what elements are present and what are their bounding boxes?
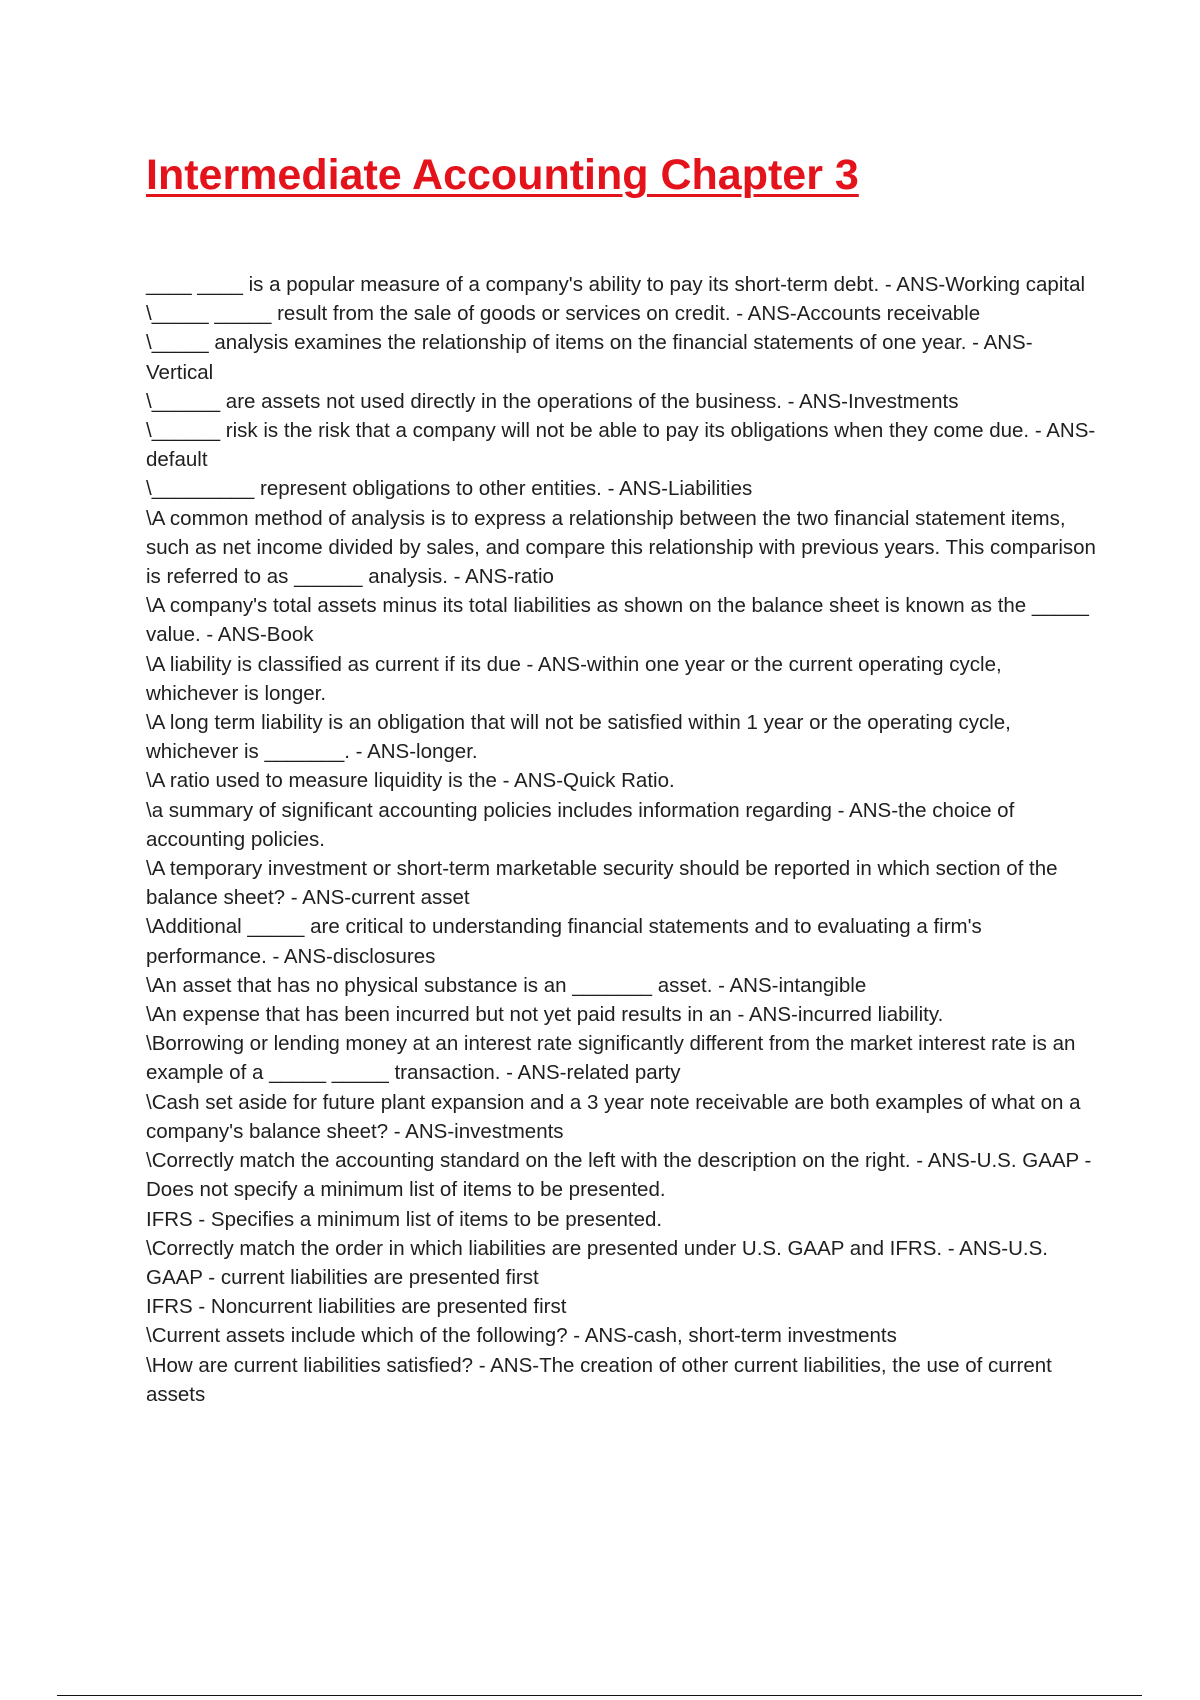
footer-divider xyxy=(57,1695,1142,1696)
qa-item: \Cash set aside for future plant expansion and a 3 year note receivable are both examples of what on a company's balance sheet? - ANS-investments xyxy=(146,1090,1087,1143)
qa-item: \______ risk is the risk that a company will not be able to pay its obligations when they come due. - ANS-default xyxy=(146,419,1096,472)
qa-item: \A liability is classified as current if its due - ANS-within one year or the current operating cycle, whichever is longer. xyxy=(146,652,1008,705)
qa-item: \An expense that has been incurred but not yet paid results in an - ANS-incurred liability. xyxy=(146,1003,944,1027)
qa-item: \Correctly match the order in which liabilities are presented under U.S. GAAP and IFRS. - ANS-U.S. GAAP - current liabilities are presented first xyxy=(146,1236,1054,1289)
qa-item: \_____ _____ result from the sale of goods or services on credit. - ANS-Accounts receivable xyxy=(146,302,981,326)
qa-item: \A temporary investment or short-term marketable security should be reported in which section of the balance sheet? - ANS-current asset xyxy=(146,857,1064,910)
page-title: Intermediate Accounting Chapter 3 xyxy=(146,151,859,199)
qa-item: IFRS - Noncurrent liabilities are presented first xyxy=(146,1295,567,1319)
qa-item: \_____ analysis examines the relationship of items on the financial statements of one year. - ANS-Vertical xyxy=(146,331,1033,384)
qa-item: \Correctly match the accounting standard on the left with the description on the right. - ANS-U.S. GAAP - Does not specify a minimum list of items to be presented. xyxy=(146,1149,1098,1202)
qa-item: \How are current liabilities satisfied? - ANS-The creation of other current liabilities, the use of current assets xyxy=(146,1353,1058,1406)
qa-item: \An asset that has no physical substance is an _______ asset. - ANS-intangible xyxy=(146,973,867,997)
qa-item: ____ ____ is a popular measure of a company's ability to pay its short-term debt. - ANS-Working capital xyxy=(146,273,1086,296)
qa-item: \a summary of significant accounting policies includes information regarding - ANS-the choice of accounting policies. xyxy=(146,798,1020,851)
qa-item: \A ratio used to measure liquidity is the - ANS-Quick Ratio. xyxy=(146,769,675,793)
qa-item: \Current assets include which of the following? - ANS-cash, short-term investments xyxy=(146,1324,897,1348)
qa-item: \_________ represent obligations to other entities. - ANS-Liabilities xyxy=(146,477,753,501)
qa-list xyxy=(146,270,1102,1409)
qa-item: \A long term liability is an obligation that will not be satisfied within 1 year or the operating cycle, whichever is _______. - ANS-longer. xyxy=(146,711,1017,764)
qa-item: IFRS - Specifies a minimum list of items to be presented. xyxy=(146,1207,663,1231)
qa-item: \Borrowing or lending money at an interest rate significantly different from the market interest rate is an example of a _____ _____ transaction. - ANS-related party xyxy=(146,1032,1082,1085)
qa-item: \A company's total assets minus its total liabilities as shown on the balance sheet is known as the _____ value. - ANS-Book xyxy=(146,594,1095,647)
qa-item: \A common method of analysis is to express a relationship between the two financial statement items, such as net income divided by sales, and compare this relationship with previous years. This comparison is referred to as ______ analysis. - ANS-ratio xyxy=(146,506,1102,589)
qa-item: \Additional _____ are critical to understanding financial statements and to evaluating a firm's performance. - ANS-disclosures xyxy=(146,915,988,968)
qa-item: \______ are assets not used directly in the operations of the business. - ANS-Investments xyxy=(146,389,959,413)
